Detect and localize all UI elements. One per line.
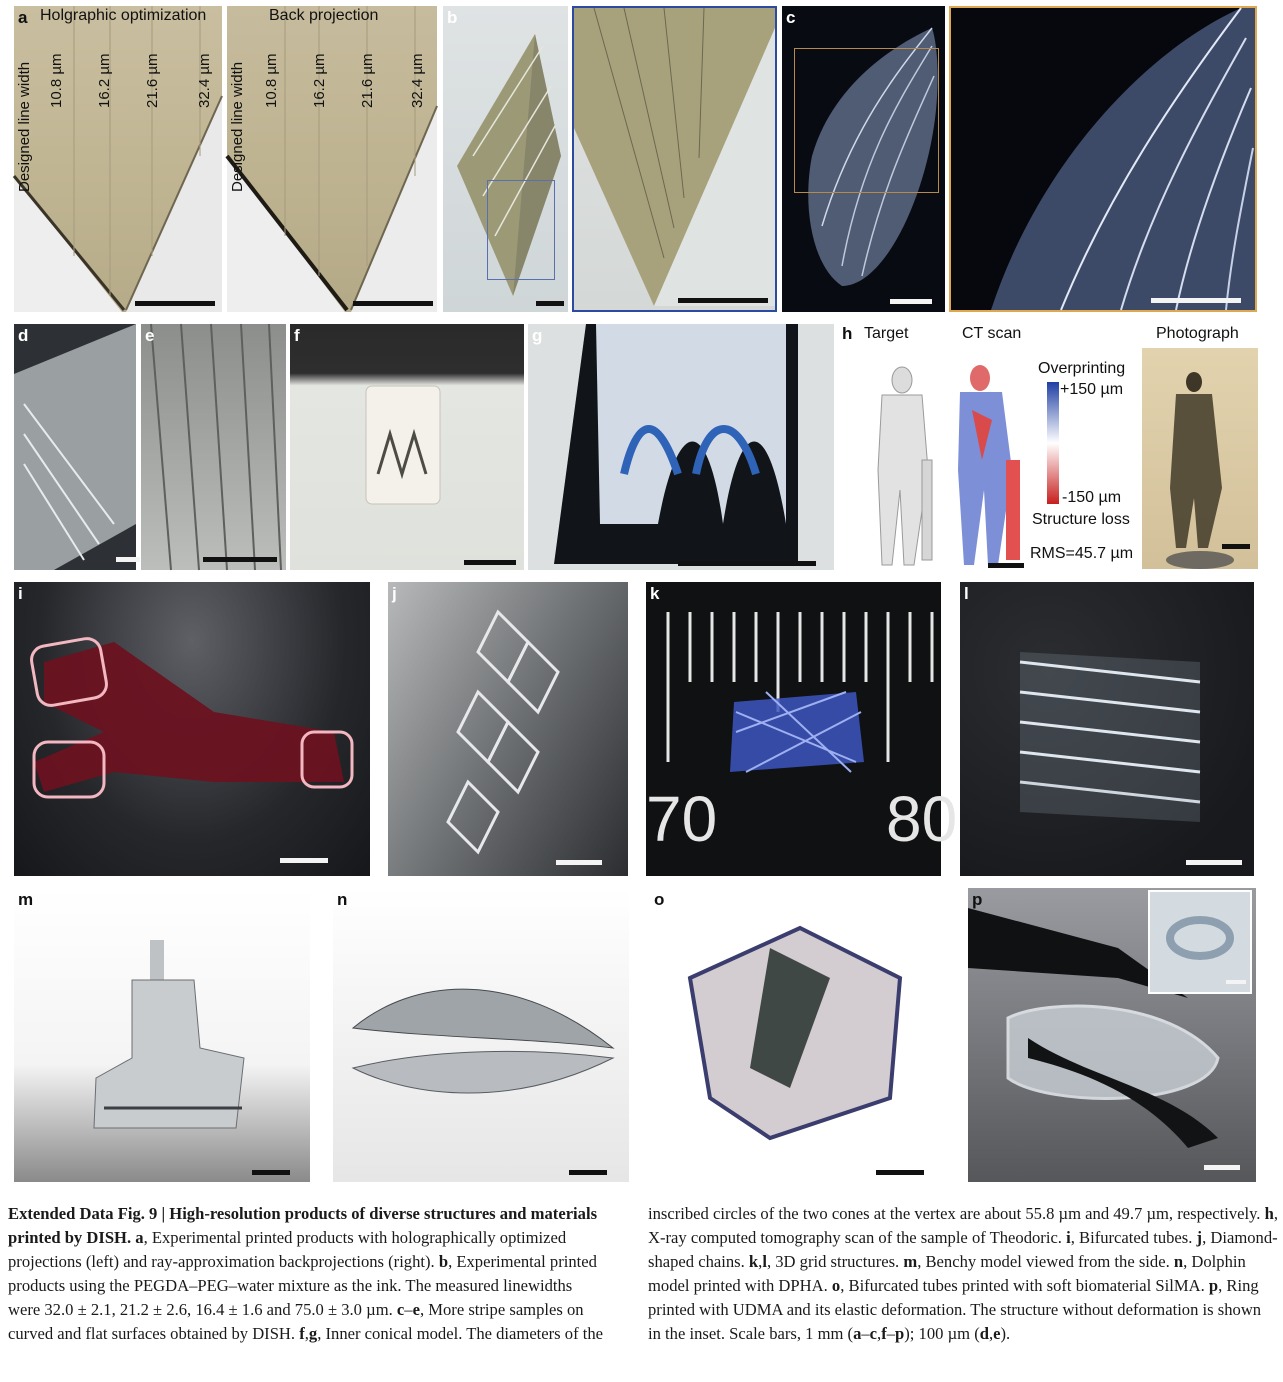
panel-c-scalebar [890,299,932,304]
panel-e-label: e [145,326,155,345]
panel-p [968,888,1256,1182]
panel-o-scalebar [876,1170,924,1175]
panel-d [14,324,136,570]
panel-h-label: h [842,324,853,343]
panel-h-ct-scalebar [988,563,1024,568]
panel-h-ct-figure [942,350,1042,570]
panel-l-image [960,582,1254,876]
panel-h-ct-title: CT scan [962,325,1022,342]
panel-k [646,582,958,876]
panel-a-width-2: 16.2 µm [96,53,113,108]
panel-l-scalebar [1186,860,1242,865]
panel-n-scalebar [569,1170,607,1175]
panel-p-label: p [972,890,983,909]
panel-n-label: n [337,890,348,909]
panel-a-width-1: 10.8 µm [48,53,65,108]
panel-a-backprojection-image [227,6,437,312]
panel-o-label: o [654,890,665,909]
panel-a-backprojection [227,6,437,312]
panel-a-holographic [14,6,222,312]
panel-m [14,888,310,1182]
panel-b-zoom-scalebar [678,298,768,303]
panel-f-label: f [294,326,300,345]
panel-p-inset-ring [1150,892,1250,992]
panel-g-label: g [532,326,543,345]
panel-a-axis-label-right: Designed line width [229,61,246,192]
panel-i-label: i [18,584,23,603]
panel-a-width-2-right: 16.2 µm [311,53,328,108]
panel-o [650,888,946,1182]
panel-d-label: d [18,326,29,345]
panel-p-inset-scalebar [1226,980,1246,984]
panel-g-image [528,324,834,570]
panel-a-label: a [18,8,28,27]
panel-h-rms: RMS=45.7 µm [1030,545,1134,562]
caption-right [648,1202,1278,1346]
panel-a-right-title: Back projection [269,7,379,24]
panel-a-width-1-right: 10.8 µm [263,53,280,108]
panel-a-width-4-right: 32.4 µm [409,53,426,108]
panel-j [388,582,628,876]
panel-b-overview [443,6,568,312]
panel-l-label: l [964,584,969,603]
caption-right-body: inscribed circles of the two cones at the vertex are about 55.8 µm and 49.7 µm, respectively. h, X-ray computed tomography scan of the sample of Theodoric. i, Bifurcated tubes. j, Diamond-shaped chains. k,l, 3D grid structures. m, Benchy model viewed from the side. n, Dolphin model printed with DPHA. o, Bifurcated tubes printed with soft biomaterial SilMA. p, Ring printed with UDMA and its elastic deformation. The structure without deformation is shown in the inset. Scale bars, 1 mm (a–c,f–p); 100 µm (d,e). [648,1204,1278,1343]
panel-m-image [14,888,310,1182]
panel-h-photo-title: Photograph [1156,325,1239,342]
panel-a-scalebar-left [135,301,215,306]
panel-h-colorbar [1047,382,1059,504]
panel-a-width-3-right: 21.6 µm [359,53,376,108]
caption-left-body: a, Experimental printed products with holographically optimized projections (left) and ray-approximation backprojections (right). b, Experimental printed products using the PEGDA–PEG–water mixture as the ink. The measured linewidths were 32.0 ± 2.1, 21.2 ± 2.6, 16.4 ± 1.6 and 75.0 ± 3.0 µm. c–e, More stripe samples on curved and flat surfaces obtained by DISH. f,g, Inner conical model. The diameters of the [8,1228,604,1343]
panel-e [141,324,286,570]
panel-n [333,888,629,1182]
panel-o-image [650,888,946,1182]
panel-i [14,582,370,876]
panel-h-colorbar-bottom: Structure loss [1032,511,1130,528]
panel-b-zoom-image [574,8,775,310]
panel-i-scalebar [280,858,328,863]
panel-f-image [290,324,524,570]
panel-b-zoom-box [487,180,555,280]
panel-n-image [333,888,629,1182]
panel-k-ruler-70: 70 [646,783,718,855]
panel-c-zoom-image [951,8,1255,310]
panel-h-photo-figure [1142,348,1258,569]
panel-k-label: k [650,584,660,603]
panel-e-image [141,324,286,570]
panel-p-inset [1148,890,1252,994]
panel-a-width-3: 21.6 µm [144,53,161,108]
panel-c-overview [782,6,945,312]
panel-h-colorbar-title: Overprinting [1038,360,1126,377]
panel-j-image [388,582,628,876]
panel-p-scalebar [1204,1165,1240,1170]
panel-m-scalebar [252,1170,290,1175]
panel-l [960,582,1254,876]
panel-j-scalebar [556,860,602,865]
panel-g [528,324,834,570]
panel-c-zoom-scalebar [1151,298,1241,303]
panel-h-target-title: Target [864,325,909,342]
panel-a-width-4: 32.4 µm [196,53,213,108]
panel-d-scalebar [116,557,140,562]
panel-f-scalebar [464,560,516,565]
panel-i-image [14,582,370,876]
panel-b-scalebar [536,301,564,306]
panel-k-ruler-80: 80 [886,783,958,855]
panel-c-label: c [786,8,796,27]
panel-h [838,320,1258,572]
panel-h-scalebar [1222,544,1250,549]
panel-j-label: j [392,584,397,603]
panel-a-left-title: Holgraphic optimization [40,7,207,24]
panel-h-colorbar-min: -150 µm [1062,489,1122,506]
panel-h-target-figure [842,350,942,570]
panel-h-colorbar-max: +150 µm [1060,381,1124,398]
panel-d-image [14,324,136,570]
panel-m-label: m [18,890,34,909]
caption-figure-title: Extended Data Fig. 9 | High-resolution products of diverse structures and materials printed by DISH. [8,1204,598,1247]
panel-b-label: b [447,8,458,27]
panel-a-holographic-image [14,6,222,312]
panel-f [290,324,524,570]
panel-g-scalebar [678,561,816,566]
panel-c-zoom [949,6,1257,312]
panel-a-scalebar-right [353,301,433,306]
caption-left [8,1202,608,1346]
panel-c-zoom-box [794,48,939,193]
panel-e-scalebar [203,557,277,562]
panel-a-axis-label-left: Designed line width [16,61,33,192]
panel-b-zoom [572,6,777,312]
panel-h-photo [1142,348,1258,569]
